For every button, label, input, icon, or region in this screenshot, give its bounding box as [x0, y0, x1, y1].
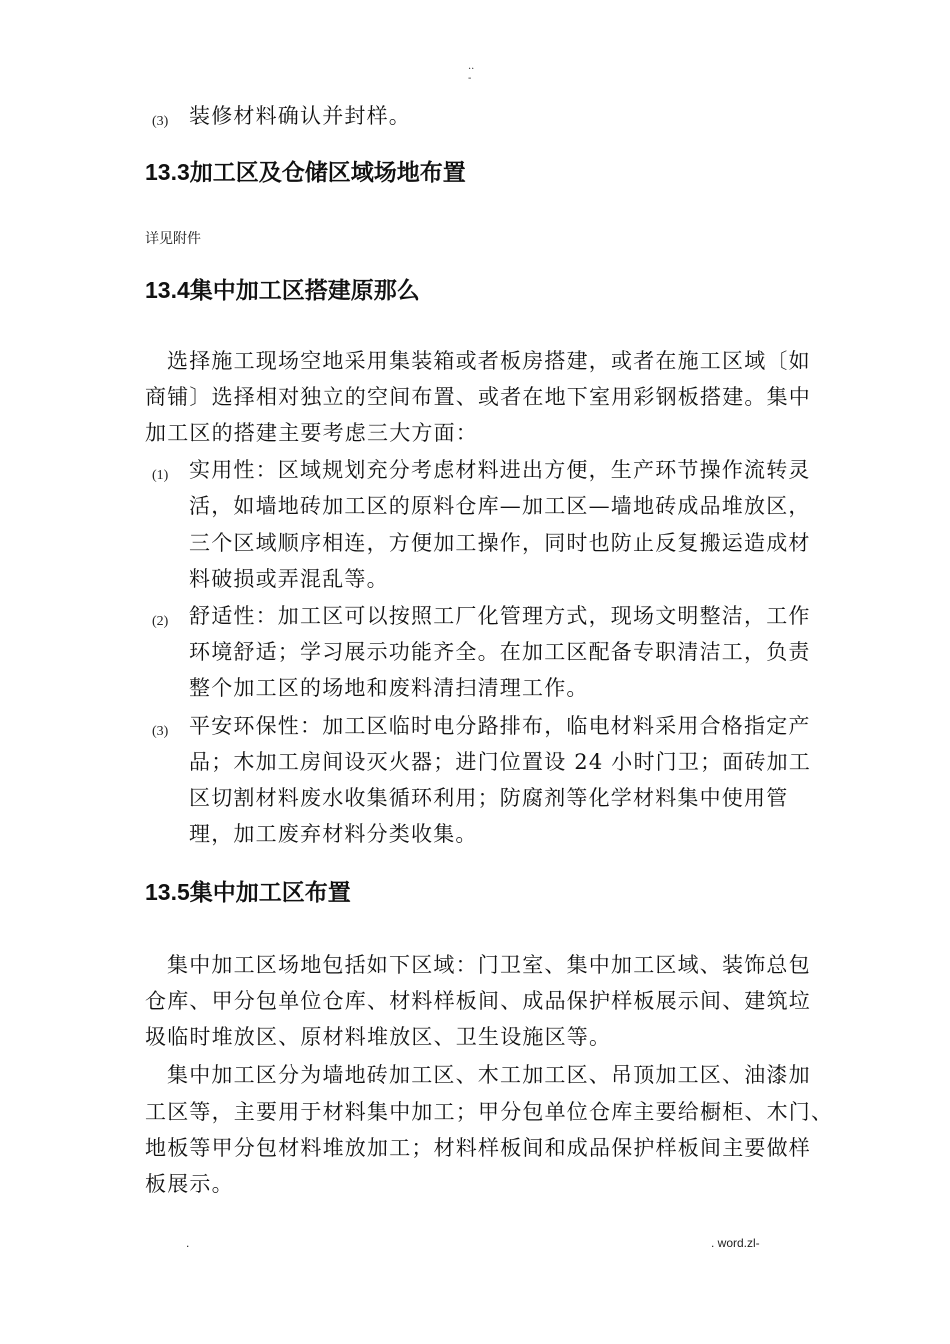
paragraph-line: 地板等甲分包材料堆放加工；材料样板间和成品保护样板间主要做样	[145, 1136, 811, 1160]
list-item-line: 料破损或弄混乱等。	[189, 567, 389, 591]
paragraph-line: 选择施工现场空地采用集装箱或者板房搭建，或者在施工区域〔如	[167, 349, 811, 373]
paragraph-line: 工区等，主要用于材料集中加工；甲分包单位仓库主要给橱柜、木门、	[145, 1100, 834, 1124]
see-attachment-note: 详见附件	[145, 231, 201, 247]
paragraph-line: 加工区的搭建主要考虑三大方面：	[145, 421, 478, 445]
list-item-line: 三个区域顺序相连，方便加工操作，同时也防止反复搬运造成材	[189, 531, 811, 555]
paragraph-line: 集中加工区分为墙地砖加工区、木工加工区、吊顶加工区、油漆加	[167, 1063, 811, 1087]
section-title: 集中加工区布置	[189, 879, 351, 906]
list-item-line: 整个加工区的场地和废料清扫清理工作。	[189, 676, 589, 700]
list-number: (3)	[152, 114, 169, 129]
paragraph-line: 集中加工区场地包括如下区域：门卫室、集中加工区域、装饰总包	[167, 953, 811, 977]
section-heading-13-4	[145, 276, 420, 305]
header-mark: ..	[468, 61, 475, 72]
footer-watermark: . word.zl-	[711, 1236, 760, 1250]
list-number: (1)	[152, 468, 169, 483]
section-number: 13.4	[145, 277, 190, 303]
paragraph-line: 圾临时堆放区、原材料堆放区、卫生设施区等。	[145, 1025, 612, 1049]
list-item-line: 平安环保性：加工区临时电分路排布，临电材料采用合格指定产	[189, 714, 811, 738]
list-item-text: 装修材料确认并封样。	[189, 104, 411, 128]
list-item-line: 实用性：区域规划充分考虑材料进出方便，生产环节操作流转灵	[189, 458, 811, 482]
section-heading-13-5	[145, 878, 351, 907]
section-heading-13-3	[145, 158, 466, 187]
list-number: (3)	[152, 724, 169, 739]
section-title: 加工区及仓储区域场地布置	[189, 159, 466, 186]
paragraph-line: 板展示。	[145, 1172, 234, 1196]
section-title: 集中加工区搭建原那么	[189, 277, 420, 304]
section-number: 13.5	[145, 879, 190, 905]
header-mark: -	[468, 73, 472, 84]
paragraph-line: 仓库、甲分包单位仓库、材料样板间、成品保护样板展示间、建筑垃	[145, 989, 811, 1013]
section-number: 13.3	[145, 159, 190, 185]
list-item-line: 活，如墙地砖加工区的原料仓库—加工区—墙地砖成品堆放区，	[189, 494, 811, 518]
list-number: (2)	[152, 614, 169, 629]
list-item-line: 舒适性：加工区可以按照工厂化管理方式，现场文明整洁，工作	[189, 604, 811, 628]
paragraph-line: 商铺〕选择相对独立的空间布置、或者在地下室用彩钢板搭建。集中	[145, 385, 811, 409]
list-item-line: 品；木加工房间设灭火器；进门位置设 24 小时门卫；面砖加工	[189, 750, 812, 774]
list-item-line: 环境舒适；学习展示功能齐全。在加工区配备专职清洁工，负责	[189, 640, 811, 664]
list-item-line: 区切割材料废水收集循环利用；防腐剂等化学材料集中使用管	[189, 786, 789, 810]
footer-left-mark: .	[186, 1236, 190, 1250]
list-item-line: 理，加工废弃材料分类收集。	[189, 822, 478, 846]
